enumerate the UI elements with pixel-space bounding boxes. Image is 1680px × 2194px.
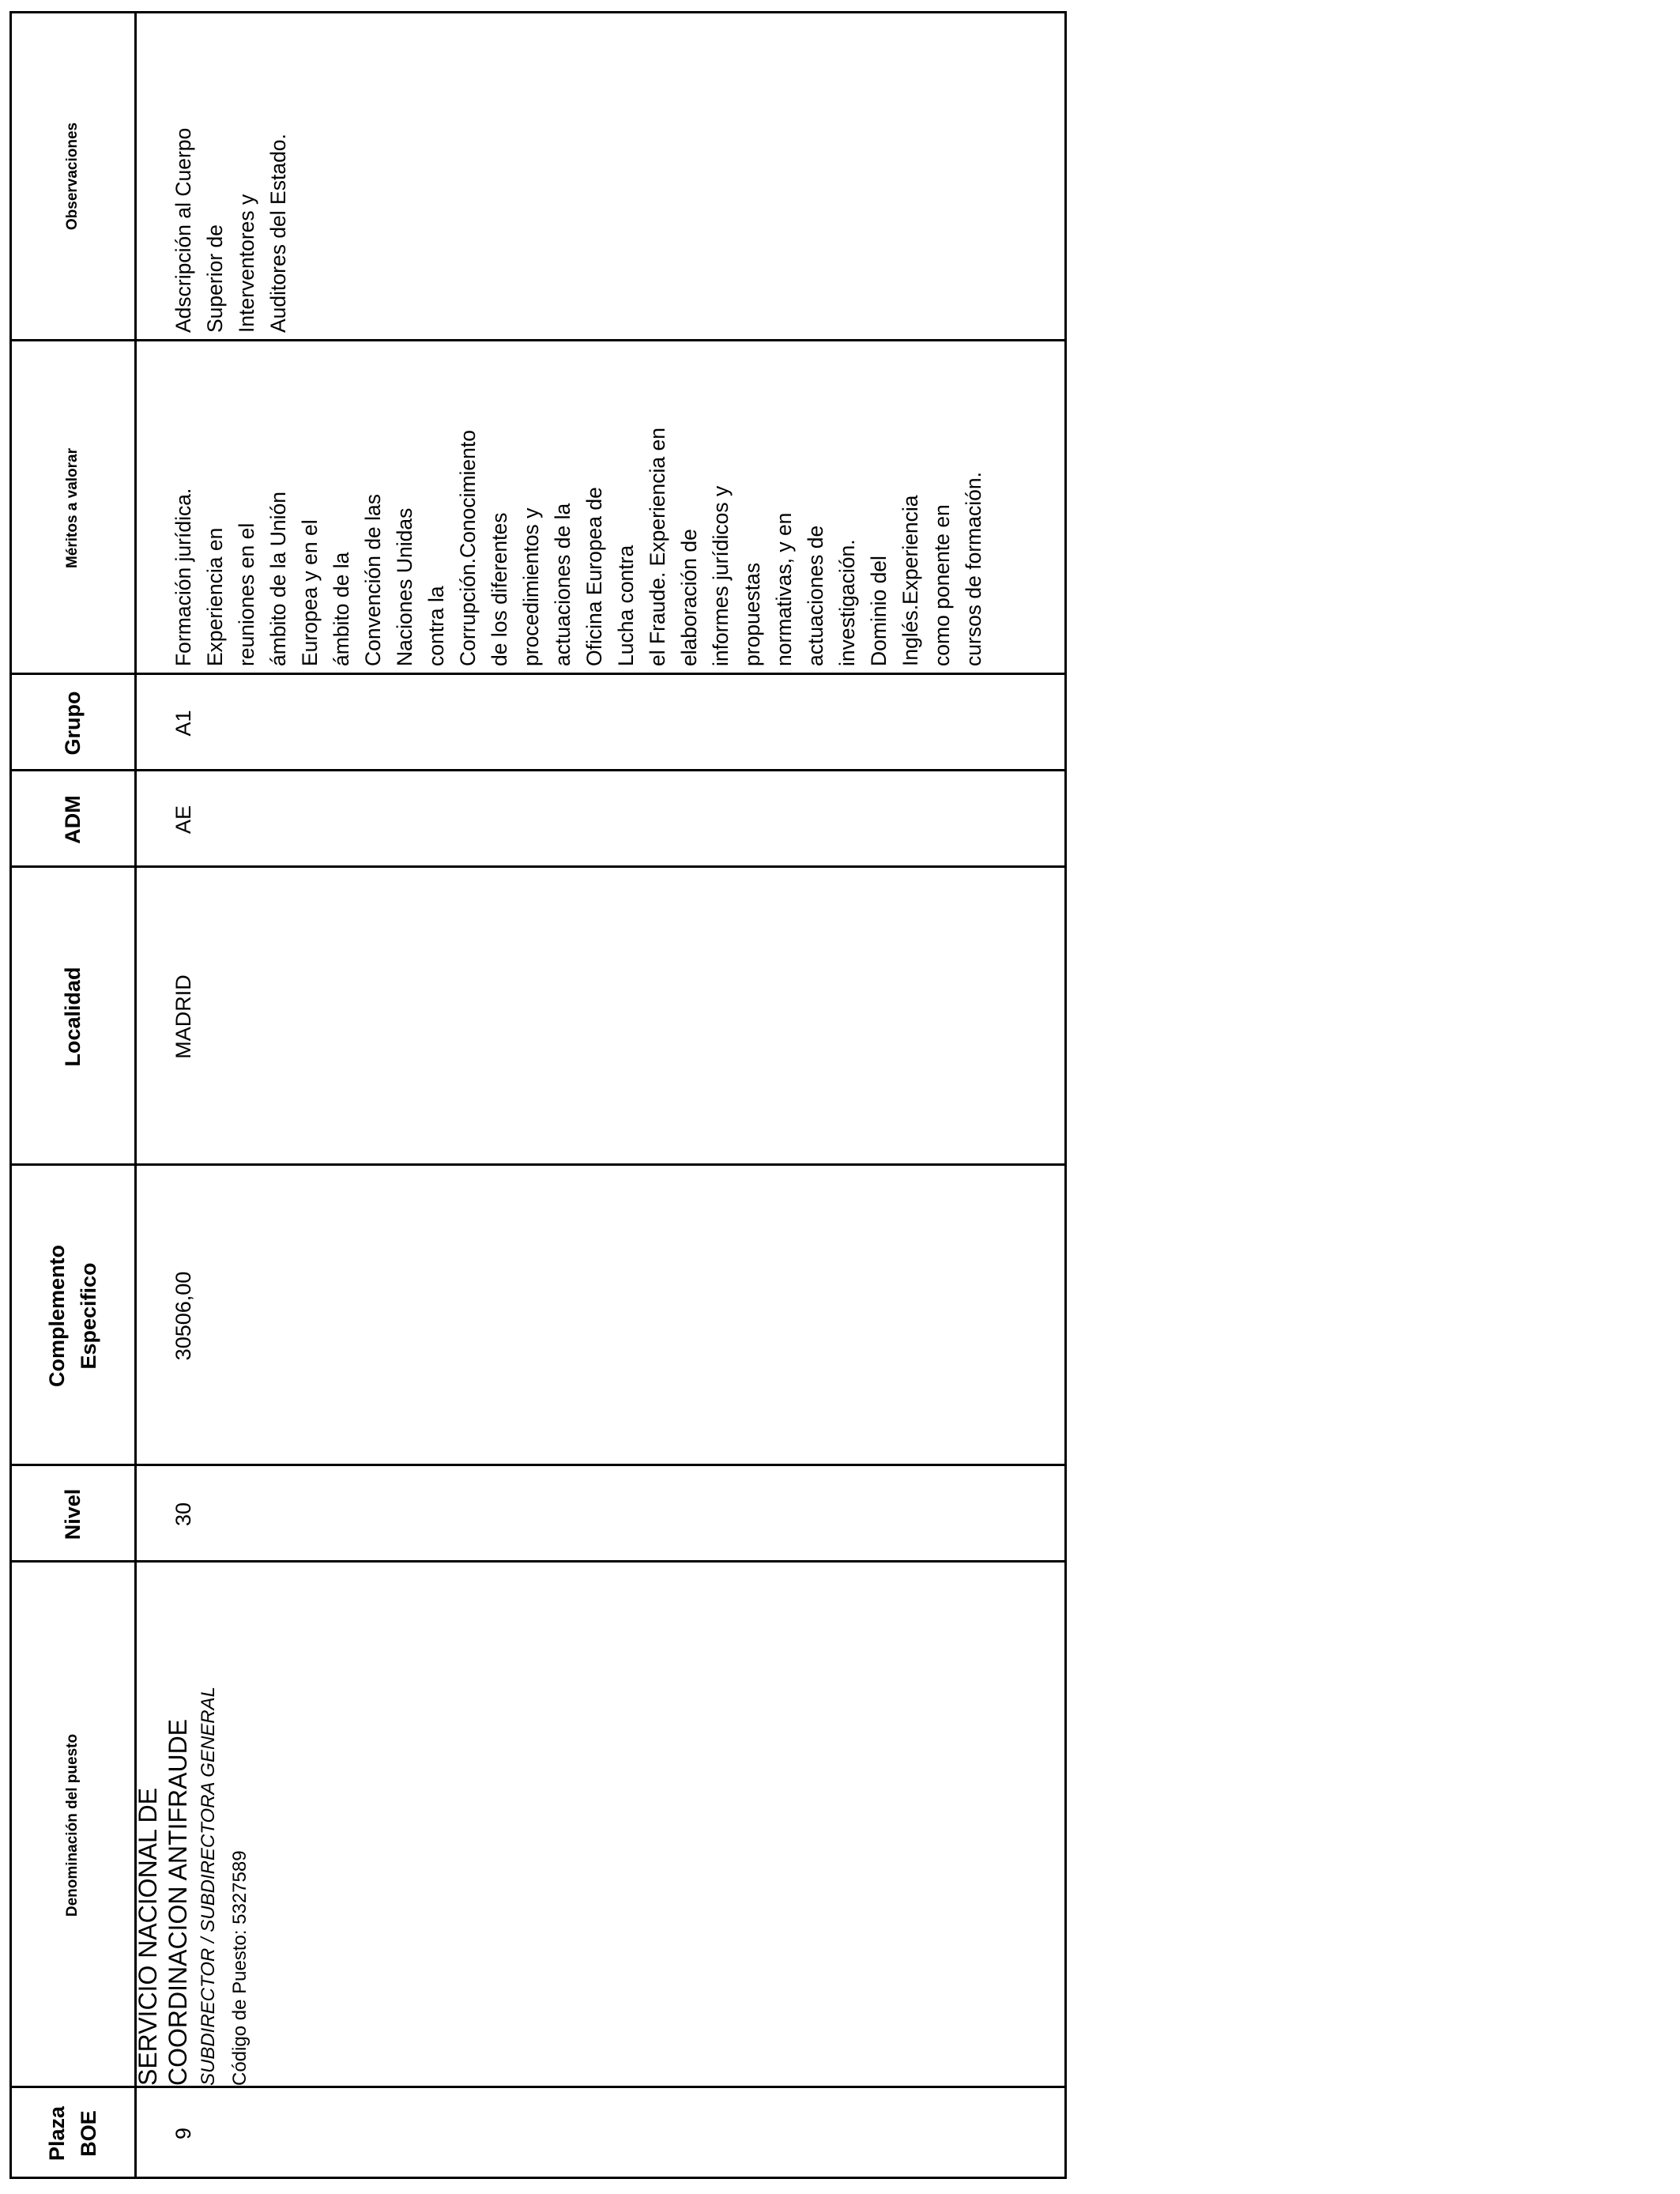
header-nivel [9,1466,136,1563]
cell-meritos [168,342,989,666]
header-meritos [9,341,136,675]
cell-grupo: A1 [171,710,195,737]
unidad-line1: SERVICIO NACIONAL DE [134,1788,162,2086]
header-nivel-label: Nivel [61,1488,85,1540]
positions-table [9,11,1067,2179]
meritos-line: Naciones Unidas [393,507,416,666]
cell-denominacion [133,1564,256,2086]
meritos-line: Dominio del [867,556,891,666]
meritos-line: Lucha contra [614,545,638,666]
cell-plaza: 9 [171,2127,195,2140]
meritos-line: cursos de formación. [962,472,985,666]
header-complemento-line2: Especifico [77,1262,100,1370]
col-divider [9,339,1067,341]
header-complemento-line1: Complemento [45,1245,69,1388]
cell-complemento: 30506,00 [171,1271,195,1361]
meritos-line: ámbito de la Unión [266,492,290,666]
meritos-line: Europea y en el [298,519,322,666]
header-boe: BOE [77,2110,100,2157]
cell-adm: AE [171,805,195,835]
header-localidad-label: Localidad [61,967,85,1067]
unidad-line2: COORDINACION ANTIFRAUDE [164,1718,192,2086]
codigo-puesto: Código de Puesto: 5327589 [229,1850,250,2086]
header-localidad [9,868,136,1166]
meritos-line: de los diferentes [488,512,511,666]
header-meritos-label: Méritos a valorar [64,447,81,569]
puesto-title: SUBDIRECTOR / SUBDIRECTORA GENERAL [198,1687,219,2086]
header-grupo [9,675,136,771]
observaciones-line: Superior de [203,224,227,333]
meritos-line: como ponente en [930,504,954,666]
header-plaza: Plaza [45,2105,69,2162]
header-grupo-label: Grupo [61,691,85,756]
cell-localidad: MADRID [171,974,195,1059]
header-adm [9,771,136,868]
header-observaciones [9,11,136,341]
meritos-line: Oficina Europea de [582,487,606,666]
meritos-line: Formación jurídica. [171,488,195,666]
meritos-line: el Fraude. Experiencia en [646,428,669,666]
header-adm-label: ADM [61,795,85,844]
meritos-line: normativas, y en [772,512,796,666]
header-observaciones-label: Observaciones [64,122,81,231]
header-complemento [9,1166,136,1466]
meritos-line: contra la [424,586,448,666]
meritos-line: investigación. [835,539,859,666]
header-plaza-boe [9,2088,136,2179]
observaciones-line: Adscripción al Cuerpo [171,127,195,333]
meritos-line: actuaciones de la [551,503,574,666]
meritos-line: Convención de las [361,493,385,666]
meritos-line: Experiencia en [203,527,227,666]
meritos-line: reuniones en el [235,522,258,666]
header-denominacion [9,1563,136,2088]
meritos-line: informes jurídicos y [709,485,733,666]
meritos-line: elaboración de [677,529,701,666]
meritos-line: Corrupción.Conocimiento [456,429,480,666]
meritos-line: propuestas [740,562,764,666]
meritos-line: Inglés.Experiencia [898,495,922,666]
header-denominacion-label: Denominación del puesto [64,1733,81,1917]
observaciones-line: Auditores del Estado. [266,134,290,333]
cell-nivel: 30 [171,1502,195,1527]
meritos-line: procedimientos y [519,507,543,666]
meritos-line: actuaciones de [804,525,827,666]
cell-observaciones [168,13,294,333]
meritos-line: ámbito de la [330,552,353,666]
observaciones-line: Interventores y [235,194,258,333]
